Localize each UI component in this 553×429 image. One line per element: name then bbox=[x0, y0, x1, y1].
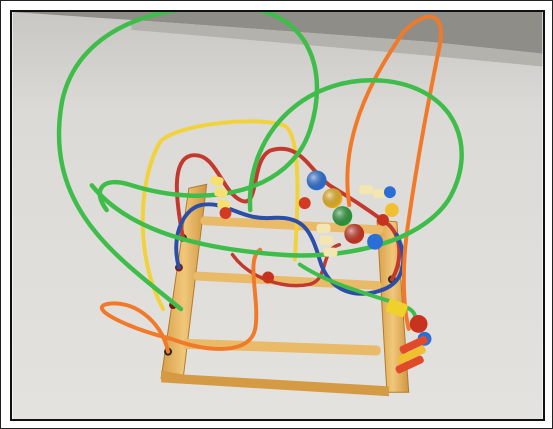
bead-maze-photo bbox=[12, 12, 543, 419]
floor bbox=[13, 12, 543, 419]
photo bbox=[10, 10, 545, 421]
